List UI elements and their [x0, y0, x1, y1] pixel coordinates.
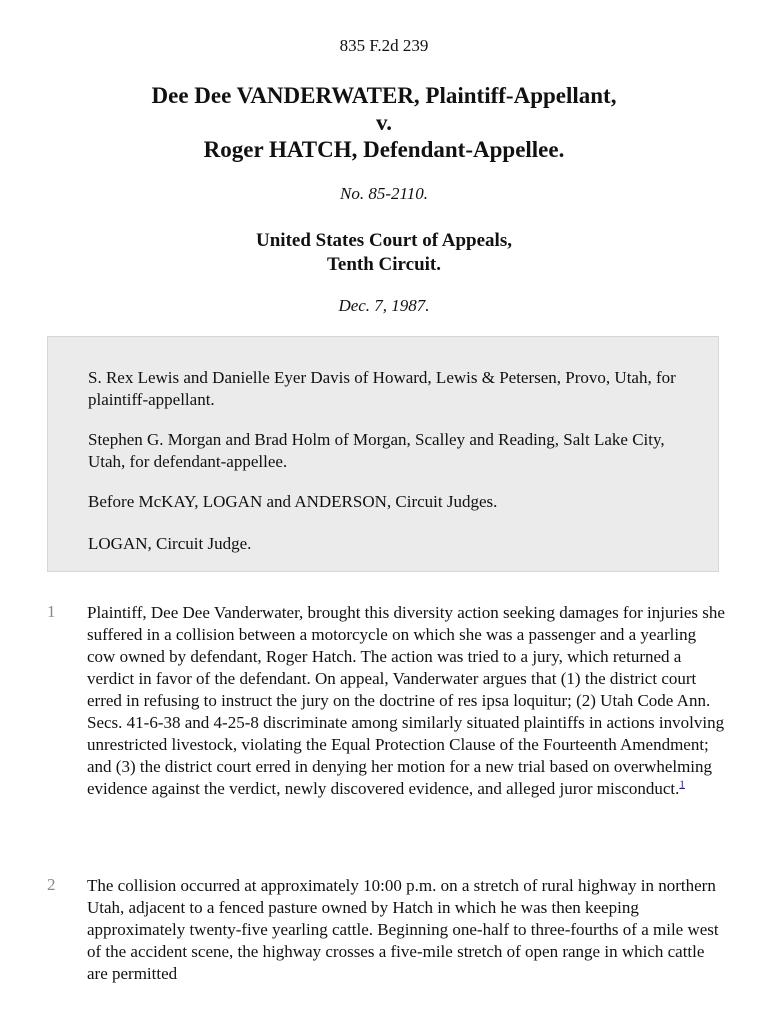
citation: 835 F.2d 239	[339, 36, 429, 55]
paragraph-text	[87, 602, 727, 800]
paragraph-text	[87, 875, 727, 985]
paragraph-body: Plaintiff, Dee Dee Vanderwater, brought this diversity action seeking damages for injuries she suffered in a collision between a motorcycle on which she was a passenger and a yearling cow owned by defendant, Roger Hatch. The action was tried to a jury, which returned a verdict in favor of the defendant. On appeal, Vanderwater argues that (1) the district court erred in refusing to instruct the jury on the doctrine of res ipsa loquitur; (2) Utah Code Ann. Secs. 41-6-38 and 4-25-8 discriminate among similarly situated plaintiffs in actions involving unrestricted livestock, violating the Equal Protection Clause of the Fourteenth Amendment; and (3) the district court erred in denying her motion for a new trial based on overwhelming evidence against the verdict, newly discovered evidence, and alleged juror misconduct.	[87, 603, 725, 798]
counsel-plaintiff: S. Rex Lewis and Danielle Eyer Davis of Howard, Lewis & Petersen, Provo, Utah, for plaintiff-appellant.	[88, 368, 676, 409]
court-line-1: United States Court of Appeals,	[256, 230, 512, 251]
defendant-line: Roger HATCH, Defendant-Appellee.	[203, 137, 565, 162]
opinion-author: LOGAN, Circuit Judge.	[88, 534, 252, 553]
court-line-2: Tenth Circuit.	[326, 254, 442, 275]
paragraph-number: 1	[47, 602, 56, 621]
decision-date: Dec. 7, 1987.	[338, 296, 430, 315]
counsel-defendant: Stephen G. Morgan and Brad Holm of Morgan, Scalley and Reading, Salt Lake City, Utah, for defendant-appellee.	[88, 430, 665, 471]
case-caption	[0, 82, 768, 163]
counsel-box	[47, 336, 719, 572]
court-name	[0, 229, 768, 277]
paragraph-body: The collision occurred at approximately 10:00 p.m. on a stretch of rural highway in northern Utah, adjacent to a fenced pasture owned by Hatch in which he was then keeping approximately twenty-five yearling cattle. Beginning one-half to three-fourths of a mile west of the accident scene, the highway crosses a five-mile stretch of open range in which cattle are permitted	[87, 876, 719, 983]
paragraph-number: 2	[47, 875, 56, 894]
footnote-link[interactable]: 1	[679, 778, 685, 791]
panel-judges: Before McKAY, LOGAN and ANDERSON, Circuit Judges.	[88, 492, 498, 511]
docket-number: No. 85-2110.	[340, 184, 428, 203]
versus-line: v.	[376, 110, 392, 135]
plaintiff-line: Dee Dee VANDERWATER, Plaintiff-Appellant,	[151, 83, 617, 108]
